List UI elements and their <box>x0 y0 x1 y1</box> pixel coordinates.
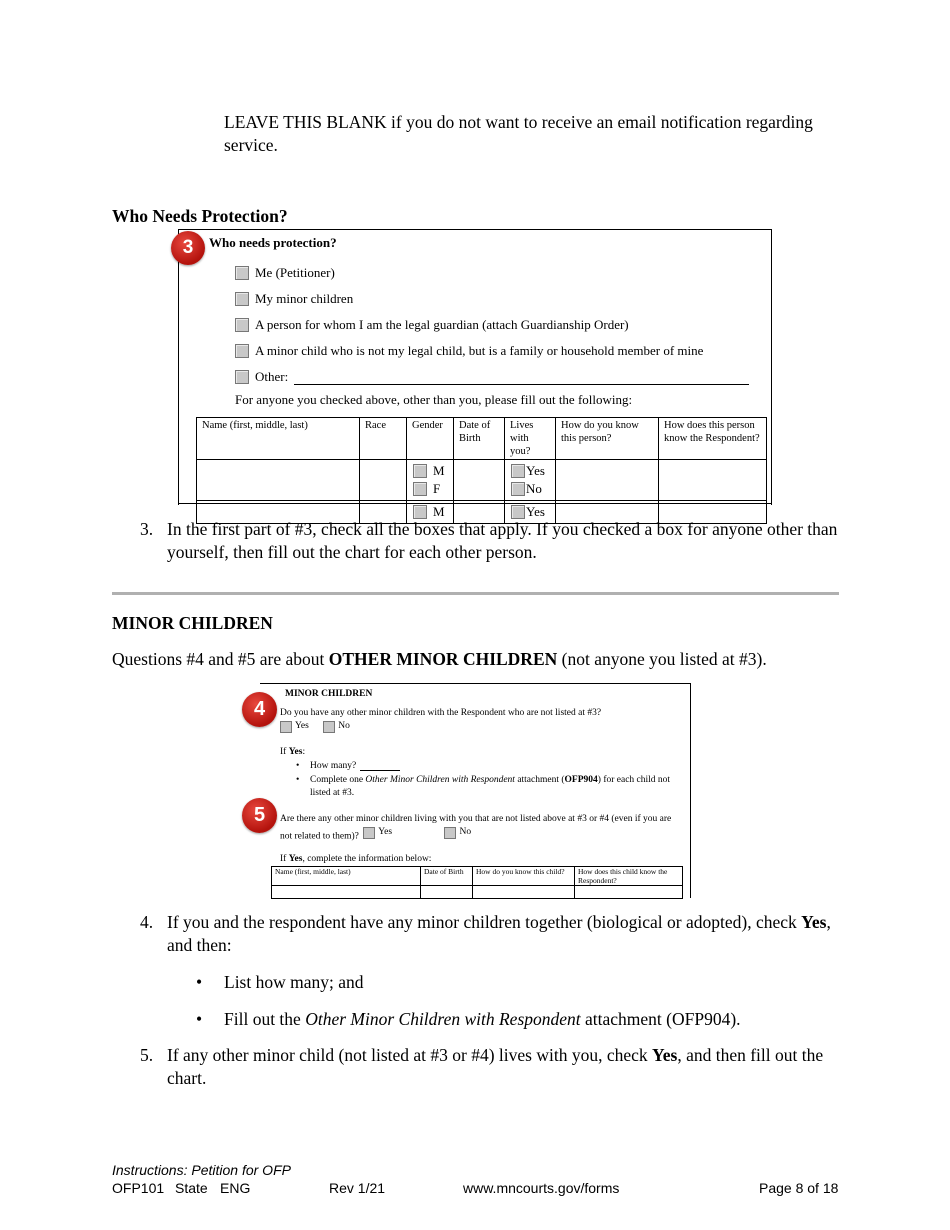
q4-yes[interactable]: Yes <box>280 720 309 733</box>
section-heading-minor-children: MINOR CHILDREN <box>112 613 273 633</box>
q5-no[interactable]: No <box>444 826 471 839</box>
minor-children-form-title: MINOR CHILDREN <box>285 689 373 699</box>
table-row <box>197 460 767 501</box>
lives-no[interactable]: No <box>511 480 549 498</box>
footer-lang: ENG <box>220 1180 251 1196</box>
section-divider <box>112 592 839 595</box>
footer-title: Instructions: Petition for OFP <box>112 1162 291 1178</box>
how-many-blank[interactable] <box>360 760 400 771</box>
who-needs-protection-form <box>178 229 772 519</box>
bullet-fill-out-attachment: • Fill out the Other Minor Children with Respondent attachment (OFP904). <box>196 1009 741 1029</box>
checkbox[interactable] <box>511 482 525 496</box>
other-blank-line[interactable] <box>294 370 749 385</box>
instruction-5-number: 5. <box>140 1045 154 1065</box>
table-row: M Yes <box>197 501 767 524</box>
instruction-4-text: If you and the respondent have any minor children together (biological or adopted), check Yes, and then: <box>167 912 831 955</box>
checkbox[interactable] <box>363 827 375 839</box>
name-cell[interactable] <box>197 460 360 501</box>
if-yes-label: If Yes: <box>280 747 306 757</box>
checkbox[interactable] <box>323 721 335 733</box>
how-know-cell[interactable] <box>556 460 659 501</box>
gender-cell <box>407 460 454 501</box>
option-other[interactable]: Other: <box>235 364 749 390</box>
checkbox[interactable] <box>511 505 525 519</box>
checkbox[interactable] <box>235 266 249 280</box>
checkbox[interactable] <box>413 464 427 478</box>
question-4: Do you have any other minor children with the Respondent who are not listed at #3? <box>280 708 602 718</box>
footer-state: State <box>175 1180 208 1196</box>
list-item: • Complete one Other Minor Children with Respondent attachment (OFP904) for each child not listed at #3. <box>296 775 671 798</box>
lives-with-cell <box>505 460 556 501</box>
leave-blank-paragraph: LEAVE THIS BLANK if you do not want to receive an email notification regarding service. <box>224 112 813 155</box>
minor-children-intro: Questions #4 and #5 are about OTHER MINOR CHILDREN (not anyone you listed at #3). <box>112 649 767 669</box>
race-cell[interactable] <box>360 460 407 501</box>
checkbox[interactable] <box>235 344 249 358</box>
footer-form-code: OFP101 <box>112 1180 165 1196</box>
checkbox[interactable] <box>235 370 249 384</box>
section-heading-who-needs-protection: Who Needs Protection? <box>112 206 288 226</box>
step-3-badge: 3 <box>171 231 205 265</box>
option-legal-guardian[interactable]: A person for whom I am the legal guardian (attach Guardianship Order) <box>235 312 749 338</box>
complete-info-label: If Yes, complete the information below: <box>280 854 432 864</box>
other-children-table <box>271 866 683 899</box>
step-5-badge: 5 <box>242 798 277 833</box>
fill-instruction: For anyone you checked above, other than you, please fill out the following: <box>235 392 633 407</box>
lives-yes[interactable]: Yes <box>511 462 549 480</box>
option-household-minor[interactable]: A minor child who is not my legal child, but is a family or household member of mine <box>235 338 749 364</box>
table-header-row: Name (first, middle, last) Date of Birth How do you know this child? How does this child know the Respondent? <box>272 867 683 886</box>
footer-url[interactable]: www.mncourts.gov/forms <box>463 1180 620 1196</box>
gender-m[interactable]: M <box>413 462 447 480</box>
checkbox[interactable] <box>413 505 427 519</box>
how-respondent-cell[interactable] <box>659 460 767 501</box>
checkbox[interactable] <box>280 721 292 733</box>
q4-options <box>280 720 350 738</box>
form-bottom-edge <box>178 503 772 504</box>
instruction-4-number: 4. <box>140 912 154 932</box>
checkbox[interactable] <box>413 482 427 496</box>
q4-no[interactable]: No <box>323 720 350 733</box>
protected-persons-table <box>196 417 767 524</box>
form-title: Who needs protection? <box>209 235 337 250</box>
table-row <box>272 886 683 899</box>
checkbox[interactable] <box>444 827 456 839</box>
instruction-3-number: 3. <box>140 519 154 539</box>
footer-rev: Rev 1/21 <box>329 1180 386 1196</box>
footer-page-number: Page 8 of 18 <box>759 1180 839 1196</box>
question-5: Are there any other minor children living with you that are not listed above at #3 or #4 (even if you are not related to them)? Yes No <box>280 814 672 842</box>
instruction-3-text: In the first part of #3, check all the boxes that apply. If you checked a box for anyone other than yourself, then fill out the chart for each other person. <box>167 519 838 562</box>
table-header-row: Name (first, middle, last) Race Gender Date of Birth Lives with you? How do you know this person? How does this person know the Respondent? <box>197 418 767 460</box>
gender-f[interactable]: F <box>413 480 447 498</box>
checkbox[interactable] <box>235 318 249 332</box>
q5-yes[interactable]: Yes <box>363 826 392 839</box>
dob-cell[interactable] <box>454 460 505 501</box>
option-my-minor-children[interactable]: My minor children <box>235 286 749 312</box>
bullet-list-how-many: • List how many; and <box>196 972 364 992</box>
minor-children-form <box>260 683 691 898</box>
instruction-5-text: If any other minor child (not listed at #3 or #4) lives with you, check Yes, and then fill out the chart. <box>167 1045 824 1088</box>
checkbox[interactable] <box>511 464 525 478</box>
option-me-petitioner[interactable]: Me (Petitioner) <box>235 260 749 286</box>
if-yes-list <box>296 760 681 800</box>
step-4-badge: 4 <box>242 692 277 727</box>
checkbox[interactable] <box>235 292 249 306</box>
list-item: • How many? <box>296 760 681 773</box>
